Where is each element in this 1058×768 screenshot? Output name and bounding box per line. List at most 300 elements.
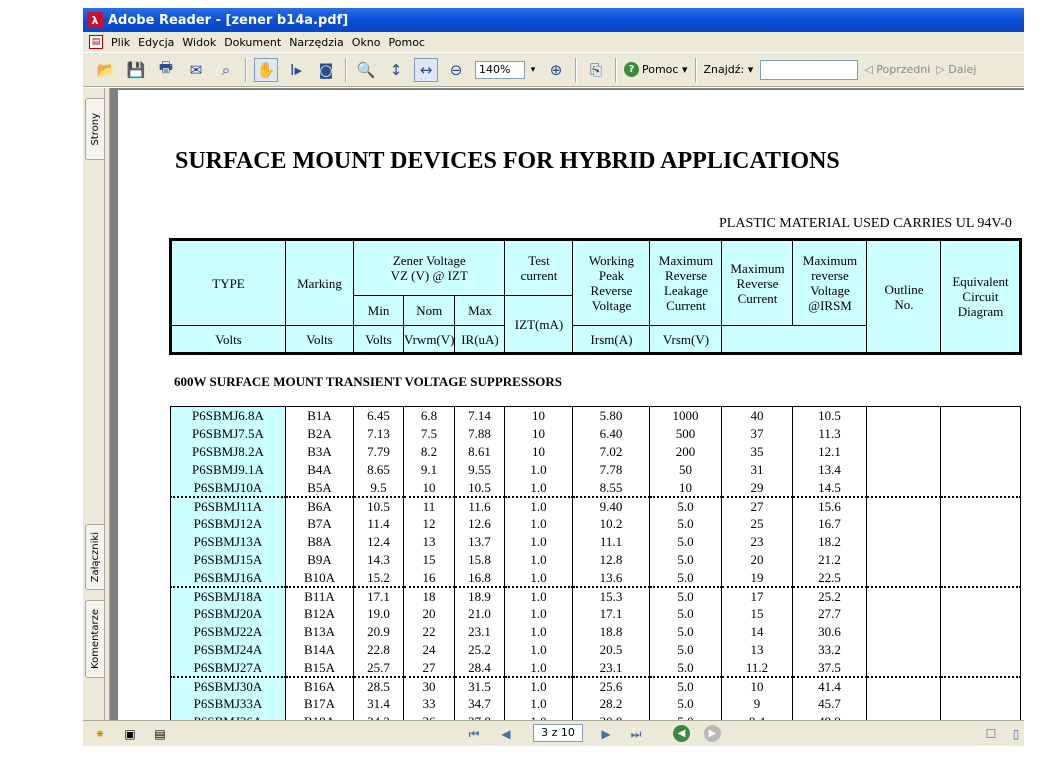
header-unit-vrsm: Vrsm(V) [650,326,722,354]
taskbar-gap [83,746,1024,768]
cell-vrwm: 11.1 [573,533,650,551]
select-text-icon[interactable]: I▸ [290,60,302,79]
header-leakage-current: Maximum Reverse Leakage Current [650,240,722,326]
cell-irsm: 15 [722,605,793,623]
cell-vz-nom: 24 [404,641,455,659]
cell-irsm: 17 [722,587,793,605]
header-unit-volts-min: Volts [171,326,286,354]
cell-type: P6SBMJ18A [171,587,286,605]
cell-vz-nom: 16 [404,569,455,587]
cell-vz-max: 7.88 [455,425,505,443]
cell-test-current: 1.0 [505,623,573,641]
cell-vrwm: 15.3 [573,587,650,605]
table-row [171,623,1021,641]
spec-table-body [170,406,1021,731]
cell-vrsm: 45.7 [793,695,867,713]
cell-vz-min: 11.4 [354,515,404,533]
cell-vz-max: 21.0 [455,605,505,623]
cell-equivalent-circuit [941,587,1021,605]
fit-width-icon[interactable]: ↔ [414,58,438,82]
cell-vz-min: 19.0 [354,605,404,623]
cell-equivalent-circuit [941,461,1021,479]
cell-vrwm: 10.2 [573,515,650,533]
cell-vz-min: 6.45 [354,407,404,425]
header-max: Max [455,296,505,326]
cell-marking: B14A [286,641,354,659]
cell-vrwm: 7.78 [573,461,650,479]
plastic-material-note: PLASTIC MATERIAL USED CARRIES UL 94V-0 [719,216,1012,231]
table-row [171,443,1021,461]
cell-vrsm: 21.2 [793,551,867,569]
find-input[interactable] [760,60,858,80]
zoom-level-field[interactable]: 140% [475,61,525,79]
menu-pomoc[interactable]: Pomoc [388,35,425,49]
tab-comments[interactable] [85,600,104,678]
cell-vrsm: 12.1 [793,443,867,461]
cell-vrwm: 23.1 [573,659,650,677]
header-zener-voltage: Zener Voltage VZ (V) @ IZT [354,240,505,296]
cell-equivalent-circuit [941,659,1021,677]
menu-dokument[interactable]: Dokument [224,35,282,49]
cell-vrwm: 5.80 [573,407,650,425]
cell-vz-min: 15.2 [354,569,404,587]
cell-vz-min: 28.5 [354,677,404,695]
cell-irsm: 11.2 [722,659,793,677]
cell-ir: 5.0 [650,587,722,605]
toolbar-separator [575,58,577,82]
tab-pages[interactable] [85,98,104,160]
last-page-icon[interactable]: ⏭ [630,726,642,741]
toolbar-separator [345,58,347,82]
cell-vz-max: 18.9 [455,587,505,605]
cell-vrsm: 15.6 [793,497,867,515]
chevron-down-icon[interactable]: ▾ [530,64,536,75]
cell-equivalent-circuit [941,605,1021,623]
go-back-icon[interactable]: ◀ [673,725,690,742]
previous-button[interactable]: ◁ Poprzedni [864,63,931,76]
cell-type: P6SBMJ27A [171,659,286,677]
header-unit-volts-max: Volts [354,326,404,354]
menu-widok[interactable]: Widok [182,35,217,49]
next-page-icon[interactable]: ▶ [601,727,611,741]
cell-type: P6SBMJ12A [171,515,286,533]
cell-equivalent-circuit [941,533,1021,551]
cell-irsm: 19 [722,569,793,587]
cell-outline [867,695,941,713]
cell-marking: B1A [286,407,354,425]
cell-marking: B13A [286,623,354,641]
fit-page-icon[interactable]: ↕ [389,60,403,79]
cell-vz-max: 8.61 [455,443,505,461]
cell-vz-max: 7.14 [455,407,505,425]
menu-okno[interactable]: Okno [351,35,381,49]
cell-vz-nom: 18 [404,587,455,605]
snapshot-icon[interactable]: ◙ [318,60,334,79]
cell-marking: B10A [286,569,354,587]
email-icon[interactable]: ✉ [189,60,203,79]
cell-vrwm: 6.40 [573,425,650,443]
zoom-in-icon[interactable]: ⊕ [549,60,563,79]
header-min: Min [354,296,404,326]
cell-test-current: 10 [505,425,573,443]
cell-irsm: 13 [722,641,793,659]
cell-type: P6SBMJ10A [171,479,286,497]
table-row [171,569,1021,587]
cell-irsm: 35 [722,443,793,461]
cell-outline [867,587,941,605]
cell-equivalent-circuit [941,641,1021,659]
table-row [171,641,1021,659]
open-folder-icon[interactable]: 📂 [96,60,116,79]
cell-outline [867,407,941,425]
cell-test-current: 1.0 [505,605,573,623]
cell-test-current: 1.0 [505,641,573,659]
menu-edycja[interactable]: Edycja [138,35,175,49]
cell-irsm: 23 [722,533,793,551]
cell-type: P6SBMJ13A [171,533,286,551]
table-row [171,497,1021,515]
header-unit-ir: IR(uA) [455,326,505,354]
cell-marking: B17A [286,695,354,713]
cell-outline [867,551,941,569]
cell-test-current: 1.0 [505,569,573,587]
cell-type: P6SBMJ30A [171,677,286,695]
cell-vz-min: 9.5 [354,479,404,497]
table-row [171,605,1021,623]
cell-ir: 5.0 [650,551,722,569]
cell-type: P6SBMJ6.8A [171,407,286,425]
cell-marking: B6A [286,497,354,515]
help-label: Pomoc [642,63,679,76]
cell-outline [867,461,941,479]
cell-vz-nom: 13 [404,533,455,551]
cell-equivalent-circuit [941,515,1021,533]
cell-test-current: 1.0 [505,515,573,533]
title-bar [83,8,1024,32]
cell-equivalent-circuit [941,623,1021,641]
header-unit-irsm: Irsm(A) [573,326,650,354]
save-icon[interactable]: 💾 [126,60,146,79]
table-row [171,695,1021,713]
cell-vz-min: 8.65 [354,461,404,479]
tab-attachments[interactable] [85,524,104,590]
header-type: TYPE [171,240,286,326]
cell-marking: B3A [286,443,354,461]
continuous-page-icon[interactable]: ▤ [154,727,166,741]
cell-irsm: 31 [722,461,793,479]
cell-irsm: 20 [722,551,793,569]
table-row [171,551,1021,569]
cell-vz-min: 10.5 [354,497,404,515]
single-page-icon[interactable]: ▣ [124,727,136,741]
cell-vrsm: 25.2 [793,587,867,605]
zoom-in-tool-icon[interactable]: 🔍 [356,60,376,79]
cell-vz-nom: 30 [404,677,455,695]
cell-vrsm: 30.6 [793,623,867,641]
cell-test-current: 1.0 [505,461,573,479]
cell-vz-nom: 9.1 [404,461,455,479]
cell-irsm: 37 [722,425,793,443]
page-number-field[interactable]: 3 z 10 [533,724,583,742]
cell-ir: 5.0 [650,569,722,587]
cell-vz-max: 34.7 [455,695,505,713]
cell-irsm: 10 [722,677,793,695]
cell-test-current: 1.0 [505,551,573,569]
cell-equivalent-circuit [941,569,1021,587]
document-icon[interactable]: ▤ [89,35,103,49]
previous-page-icon[interactable]: ◀ [501,727,511,741]
cell-vz-max: 10.5 [455,479,505,497]
cell-ir: 500 [650,425,722,443]
desktop-margin [0,0,83,768]
cell-outline [867,479,941,497]
cell-outline [867,515,941,533]
cell-vz-nom: 15 [404,551,455,569]
header-reverse-current: Maximum Reverse Current [722,240,793,326]
cell-marking: B5A [286,479,354,497]
cell-outline [867,641,941,659]
cell-ir: 5.0 [650,605,722,623]
cell-test-current: 10 [505,443,573,461]
cell-ir: 5.0 [650,677,722,695]
cell-vz-nom: 10 [404,479,455,497]
cell-vrsm: 16.7 [793,515,867,533]
find-label[interactable]: Znajdź: ▾ [703,63,754,76]
layout-facing-icon[interactable]: ▯ [1012,727,1020,741]
cell-ir: 50 [650,461,722,479]
cell-type: P6SBMJ9.1A [171,461,286,479]
cell-ir: 10 [650,479,722,497]
menu-plik[interactable]: Plik [111,35,131,49]
cell-ir: 200 [650,443,722,461]
table-row [171,659,1021,677]
cell-vrwm: 17.1 [573,605,650,623]
toolbar-separator [245,58,247,82]
table-row [171,479,1021,497]
header-izt-unit: IZT(mA) [505,296,573,354]
cell-vz-nom: 27 [404,659,455,677]
cell-vz-max: 28.4 [455,659,505,677]
toolbar-separator [615,58,617,82]
cell-ir: 5.0 [650,515,722,533]
header-equivalent-circuit: Equivalent Circuit Diagram [941,240,1021,354]
pdf-page [118,90,1058,730]
header-outline-no: Outline No. [867,240,941,354]
cell-vz-min: 7.13 [354,425,404,443]
cell-vz-min: 22.8 [354,641,404,659]
tab-pages-label: Strony [89,112,101,146]
cell-marking: B11A [286,587,354,605]
cell-vrwm: 9.40 [573,497,650,515]
cell-vz-nom: 6.8 [404,407,455,425]
cell-vrsm: 27.7 [793,605,867,623]
help-icon: ? [624,62,639,77]
header-nom: Nom [404,296,455,326]
window-title: Adobe Reader - [zener b14a.pdf] [108,12,349,28]
cell-vrwm: 28.2 [573,695,650,713]
cell-outline [867,497,941,515]
cell-test-current: 1.0 [505,497,573,515]
cell-vrsm: 13.4 [793,461,867,479]
cell-irsm: 27 [722,497,793,515]
header-unit-vrwm: Vrwm(V) [404,326,455,354]
cell-vz-min: 7.79 [354,443,404,461]
cell-type: P6SBMJ16A [171,569,286,587]
table-row [171,515,1021,533]
hand-tool-icon[interactable]: ✋ [254,58,278,82]
cell-outline [867,677,941,695]
cell-equivalent-circuit [941,497,1021,515]
cell-irsm: 40 [722,407,793,425]
cell-vz-min: 25.7 [354,659,404,677]
cell-marking: B15A [286,659,354,677]
cell-ir: 5.0 [650,533,722,551]
cell-ir: 5.0 [650,695,722,713]
cell-vz-min: 31.4 [354,695,404,713]
spec-table-header [169,238,1022,355]
cell-equivalent-circuit [941,695,1021,713]
navigation-bar [83,720,1024,746]
navigation-panel [83,88,105,720]
cell-vrwm: 8.55 [573,479,650,497]
help-button[interactable]: ? Pomoc ▾ [624,62,688,77]
cell-test-current: 1.0 [505,659,573,677]
cell-ir: 5.0 [650,641,722,659]
toolbar-separator [695,58,697,82]
cell-marking: B7A [286,515,354,533]
cell-outline [867,533,941,551]
cell-vz-max: 15.8 [455,551,505,569]
go-forward-icon[interactable]: ▶ [704,725,721,742]
table-row [171,677,1021,695]
cell-vz-max: 23.1 [455,623,505,641]
cell-vz-min: 17.1 [354,587,404,605]
cell-vz-max: 31.5 [455,677,505,695]
cell-vz-min: 12.4 [354,533,404,551]
cell-ir: 1000 [650,407,722,425]
cell-vrwm: 13.6 [573,569,650,587]
cell-ir: 5.0 [650,623,722,641]
cell-outline [867,623,941,641]
cell-ir: 5.0 [650,497,722,515]
cell-type: P6SBMJ8.2A [171,443,286,461]
cell-vz-max: 25.2 [455,641,505,659]
cell-ir: 5.0 [650,659,722,677]
cell-vrsm: 14.5 [793,479,867,497]
cell-irsm: 14 [722,623,793,641]
cell-irsm: 25 [722,515,793,533]
cell-test-current: 1.0 [505,695,573,713]
cell-equivalent-circuit [941,479,1021,497]
table-row [171,461,1021,479]
cell-test-current: 1.0 [505,677,573,695]
cell-equivalent-circuit [941,443,1021,461]
cell-vrsm: 10.5 [793,407,867,425]
document-view[interactable] [110,88,1024,720]
cog-icon[interactable]: ✷ [94,727,106,741]
document-title: SURFACE MOUNT DEVICES FOR HYBRID APPLICATIONS [175,148,840,174]
cell-vrsm: 41.4 [793,677,867,695]
table-row [171,425,1021,443]
cell-vz-min: 14.3 [354,551,404,569]
cell-equivalent-circuit [941,551,1021,569]
rotate-view-icon[interactable]: ⎘ [589,60,602,79]
cell-marking: B2A [286,425,354,443]
cell-vrwm: 25.6 [573,677,650,695]
section-title: 600W SURFACE MOUNT TRANSIENT VOLTAGE SUPPRESSORS [174,374,563,389]
cell-type: P6SBMJ33A [171,695,286,713]
cell-type: P6SBMJ11A [171,497,286,515]
cell-vrwm: 12.8 [573,551,650,569]
cell-test-current: 1.0 [505,587,573,605]
binoculars-icon[interactable]: ⌕ [221,60,231,79]
cell-outline [867,443,941,461]
cell-vz-nom: 12 [404,515,455,533]
first-page-icon[interactable]: ⏮ [468,726,480,741]
cell-vrsm: 37.5 [793,659,867,677]
header-unit-volts-nom: Volts [286,326,354,354]
cell-vz-nom: 33 [404,695,455,713]
cell-type: P6SBMJ22A [171,623,286,641]
cell-vz-max: 12.6 [455,515,505,533]
cell-vrwm: 18.8 [573,623,650,641]
cell-equivalent-circuit [941,677,1021,695]
cell-marking: B8A [286,533,354,551]
header-reverse-voltage: Maximum reverse Voltage @IRSM [793,240,867,326]
cell-marking: B4A [286,461,354,479]
zoom-out-icon[interactable]: ⊖ [449,60,463,79]
cell-test-current: 1.0 [505,479,573,497]
menu-bar [83,32,1024,52]
layout-single-icon[interactable]: ☐ [985,727,997,741]
next-button[interactable]: ▷ Dalej [936,63,977,76]
cell-marking: B12A [286,605,354,623]
table-row [171,587,1021,605]
cell-test-current: 1.0 [505,533,573,551]
cell-vz-nom: 8.2 [404,443,455,461]
header-working-voltage: Working Peak Reverse Voltage [573,240,650,326]
cell-vrsm: 18.2 [793,533,867,551]
cell-equivalent-circuit [941,425,1021,443]
cell-vrsm: 22.5 [793,569,867,587]
print-icon[interactable]: 🖶 [158,58,174,76]
cell-vz-nom: 22 [404,623,455,641]
header-test-current: Test current [505,240,573,296]
toolbar [83,52,1024,87]
menu-narzedzia[interactable]: Narzędzia [289,35,344,49]
cell-type: P6SBMJ7.5A [171,425,286,443]
cell-vrwm: 20.5 [573,641,650,659]
tab-attachments-label: Załączniki [89,531,101,583]
cell-equivalent-circuit [941,407,1021,425]
header-marking: Marking [286,240,354,326]
cell-outline [867,605,941,623]
cell-type: P6SBMJ20A [171,605,286,623]
cell-vz-min: 20.9 [354,623,404,641]
cell-irsm: 9 [722,695,793,713]
table-row [171,407,1021,425]
cell-test-current: 10 [505,407,573,425]
cell-vrwm: 7.02 [573,443,650,461]
cell-type: P6SBMJ24A [171,641,286,659]
cell-outline [867,569,941,587]
cell-outline [867,659,941,677]
cell-vz-max: 9.55 [455,461,505,479]
cell-vz-nom: 20 [404,605,455,623]
cell-vrsm: 33.2 [793,641,867,659]
cell-vz-max: 13.7 [455,533,505,551]
cell-vz-nom: 7.5 [404,425,455,443]
